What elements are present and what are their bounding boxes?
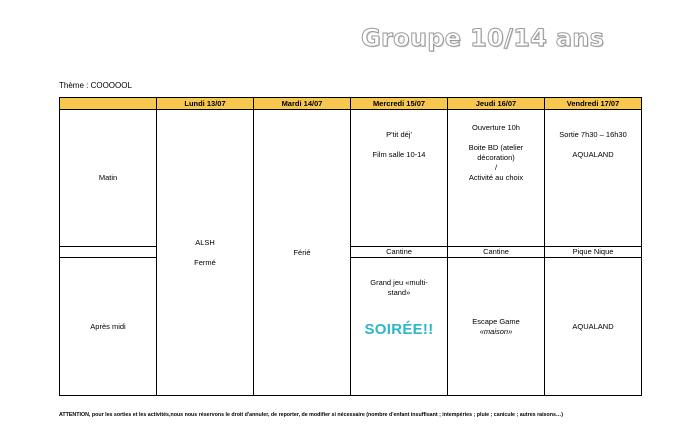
vendredi-aprem-cell: AQUALAND [545, 258, 642, 396]
vendredi-matin-cell [545, 110, 642, 247]
row-label-matin: Matin [60, 110, 157, 247]
midi-row [60, 247, 642, 258]
soiree-label: SOIRÉE!! [364, 321, 434, 338]
header-mardi: Mardi 14/07 [254, 98, 351, 110]
mercredi-midi-cell: Cantine [351, 247, 448, 258]
mercredi-aprem-line1: Grand jeu «multi- [370, 278, 428, 287]
jeudi-matin-line5: Activité au choix [468, 173, 524, 182]
header-jeudi: Jeudi 16/07 [448, 98, 545, 110]
vendredi-midi-cell: Pique Nique [545, 247, 642, 258]
attention-note: ATTENTION, pour les sorties et les activités,nous nous réservons le droit d'annuler, de reporter, de modifier si nécessaire (nombre d'enfant insuffisant ; intempéries ; pluie ; canicule ; autres raisons…) [59, 412, 563, 418]
header-corner [60, 98, 157, 110]
header-vendredi: Vendredi 17/07 [545, 98, 642, 110]
mercredi-aprem-line2: stand» [387, 288, 411, 297]
matin-row [60, 110, 642, 247]
page-title: Groupe 10/14 ans [361, 24, 605, 52]
jeudi-aprem-line2: «maison» [479, 326, 513, 336]
jeudi-aprem-line1: Escape Game [472, 316, 520, 326]
mercredi-matin-line1: P'tit déj' [386, 130, 412, 139]
mercredi-aprem-cell [351, 258, 448, 396]
header-mercredi: Mercredi 15/07 [351, 98, 448, 110]
jeudi-matin-line4: / [494, 163, 498, 172]
lundi-line1: ALSH [195, 237, 215, 247]
lundi-line2: Fermé [194, 257, 216, 267]
weekly-schedule-table [59, 97, 642, 396]
lundi-cell [157, 110, 254, 396]
row-label-midi [60, 247, 157, 258]
mercredi-matin-cell [351, 110, 448, 247]
apres-midi-row [60, 258, 642, 396]
vendredi-matin-line1: Sortie 7h30 – 16h30 [559, 130, 627, 139]
jeudi-matin-cell [448, 110, 545, 247]
header-row [60, 98, 642, 110]
vendredi-matin-line2: AQUALAND [572, 150, 614, 159]
mardi-cell: Férié [254, 110, 351, 396]
jeudi-aprem-cell [448, 258, 545, 396]
jeudi-midi-cell: Cantine [448, 247, 545, 258]
jeudi-matin-line2: Boite BD (atelier [468, 143, 524, 152]
row-label-apres-midi: Après midi [60, 258, 157, 396]
theme-label: Thème : COOOOOL [59, 81, 132, 90]
header-lundi: Lundi 13/07 [157, 98, 254, 110]
mercredi-matin-line2: Film salle 10-14 [372, 150, 426, 159]
jeudi-matin-line3: décoration) [477, 153, 515, 162]
jeudi-matin-line1: Ouverture 10h [472, 123, 520, 132]
